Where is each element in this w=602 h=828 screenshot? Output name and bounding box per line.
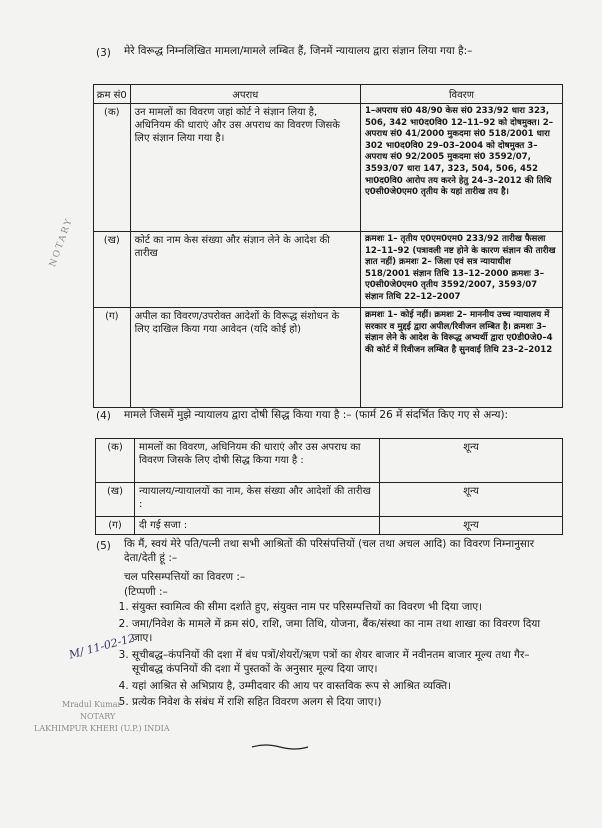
end-flourish bbox=[250, 742, 310, 752]
row-offence: उन मामलों का विवरण जहां कोर्ट ने संज्ञान लिया है, अधिनियम की धाराएं और उस अपराध का विवरण जिसके लिए संज्ञान लिया गया है। bbox=[130, 104, 360, 232]
table-row bbox=[96, 517, 563, 535]
list-item: 2. जमा/निवेश के मामले में क्रम सं0, राशि, जमा तिथि, योजना, बैंक/संस्था का नाम तथा शाखा का विवरण दिया जाए। bbox=[132, 617, 558, 646]
row-value: शून्य bbox=[380, 517, 563, 535]
row-serial: (ख) bbox=[96, 483, 135, 517]
table-header-row bbox=[94, 85, 563, 104]
note-label: (टिप्पणी :– bbox=[124, 586, 168, 598]
section-4-text: मामले जिसमें मुझे न्यायालय द्वारा दोषी सिद्ध किया गया है :– (फार्म 26 में संदर्भित किए गए से अन्य): bbox=[124, 409, 509, 421]
row-serial: (ग) bbox=[94, 308, 131, 408]
row-details: 1–अपराध सं0 48/90 केस सं0 233/92 धारा 323, 506, 342 भा0द0वि0 12–11–92 को दोषमुक्त। 2– अपराध सं0 41/2000 मुकदमा सं0 518/2001 धारा 302 भा0द0वि0 29–03–2004 को दोषमुक्त 3– अपराध सं0 92/2005 मुकदमा सं0 3592/07, 3593/07 धारा 147, 323, 504, 506, 452 भा0द0वि0 आरोप तय करने हेतु 24–3–2012 की तिथि ए0सी0जे0एम0 तृतीय के यहां तारीख तय है। bbox=[360, 104, 562, 232]
row-details: क्रमशः 1– कोई नहीं। क्रमशः 2– माननीय उच्च न्यायालय में सरकार व मुद्दई द्वारा अपील/रिवीजन लम्बित है। क्रमशः 3– संज्ञान लेने के आदेश के विरूद्ध अभ्यर्थी द्वारा ए0डी0जे0–4 की कोर्ट में रिवीजन लम्बित है सुनवाई तिथि 23–2–2012 bbox=[360, 308, 562, 408]
row-serial: (ग) bbox=[96, 517, 135, 535]
table-row bbox=[94, 104, 563, 232]
list-item: 4. यहां आश्रित से अभिप्राय है, उम्मीदवार की आय पर वास्तविक रूप से आश्रित व्यक्ति। bbox=[132, 679, 558, 694]
header-serial: क्रम सं0 bbox=[94, 85, 131, 104]
notes-list bbox=[118, 600, 558, 712]
table-row bbox=[96, 483, 563, 517]
section-3-number: (3) bbox=[96, 47, 111, 59]
list-item: 5. प्रत्येक निवेश के संबंध में राशि सहित विवरण अलग से दिया जाए।) bbox=[132, 695, 558, 710]
table-row bbox=[94, 308, 563, 408]
stamp-name: Mradul Kumar bbox=[62, 700, 122, 709]
table-row bbox=[96, 439, 563, 483]
row-label: न्यायालय/न्यायालयों का नाम, केस संख्या और आदेशों की तारीख : bbox=[135, 483, 380, 517]
section-3-text: मेरे विरूद्ध निम्नलिखित मामला/मामले लम्बित हैं, जिनमें न्यायालय द्वारा संज्ञान लिया गया है:– bbox=[124, 45, 473, 57]
row-offence: अपील का विवरण/उपरोक्त आदेशों के विरूद्ध संशोधन के लिए दाखिल किया गया आवेदन (यदि कोई हो) bbox=[130, 308, 360, 408]
section-4-number: (4) bbox=[96, 410, 111, 422]
row-value: शून्य bbox=[380, 439, 563, 483]
movable-assets-subheading: चल परिसम्पत्तियों का विवरण :– bbox=[124, 571, 246, 583]
pending-cases-table bbox=[93, 84, 563, 408]
row-value: शून्य bbox=[380, 483, 563, 517]
row-serial: (ख) bbox=[94, 232, 131, 308]
row-serial: (क) bbox=[94, 104, 131, 232]
notary-side-stamp: NOTARY bbox=[48, 216, 76, 269]
list-item: 3. सूचीबद्ध–कंपनियों की दशा में बंध पत्रों/शेयरों/ऋण पत्रों का शेयर बाजार में नवीनतम बाजार मूल्य तथा गैर–सूचीबद्ध कंपनियों की दशा में पुस्तकों के अनुसार मूल्य दिया जाए। bbox=[132, 648, 558, 677]
convictions-table bbox=[95, 438, 563, 535]
header-offence: अपराध bbox=[130, 85, 360, 104]
row-offence: कोर्ट का नाम केस संख्या और संज्ञान लेने के आदेश की तारीख bbox=[130, 232, 360, 308]
row-details: क्रमशः 1– तृतीय ए0एम0एम0 233/92 तारीख फैसला 12–11–92 (पत्रावली नष्ट होने के कारण संज्ञान की तारीख ज्ञात नहीं) क्रमशः 2– जिला एवं सत्र न्यायाधीश 518/2001 संज्ञान तिथि 13–12–2000 क्रमशः 3– ए0सी0जे0एम0 तृतीय 3592/2007, 3593/07 संज्ञान तिथि 22–12–2007 bbox=[360, 232, 562, 308]
table-row bbox=[94, 232, 563, 308]
row-serial: (क) bbox=[96, 439, 135, 483]
signature: M/ 11-02-12 bbox=[67, 631, 137, 662]
row-label: दी गई सजा : bbox=[135, 517, 380, 535]
stamp-notary: NOTARY bbox=[80, 712, 116, 721]
header-details: विवरण bbox=[360, 85, 562, 104]
list-item: 1. संयुक्त स्वामित्व की सीमा दर्शाते हुए, संयुक्त नाम पर परिसम्पत्तियों का विवरण भी दिया जाए। bbox=[132, 600, 558, 615]
section-5-number: (5) bbox=[96, 540, 111, 552]
stamp-place: LAKHIMPUR KHERI (U.P.) INDIA bbox=[34, 724, 170, 733]
section-5-text: कि मैं, स्वयं मेरे पति/पत्नी तथा सभी आश्रितों की परिसंपत्तियों (चल तथा अचल आदि) का विवरण निम्नानुसार देता/देती हूं :– bbox=[124, 538, 535, 564]
row-label: मामलों का विवरण, अधिनियम की धाराएं और उस अपराध का विवरण जिसके लिए दोषी सिद्ध किया गया है : bbox=[135, 439, 380, 483]
